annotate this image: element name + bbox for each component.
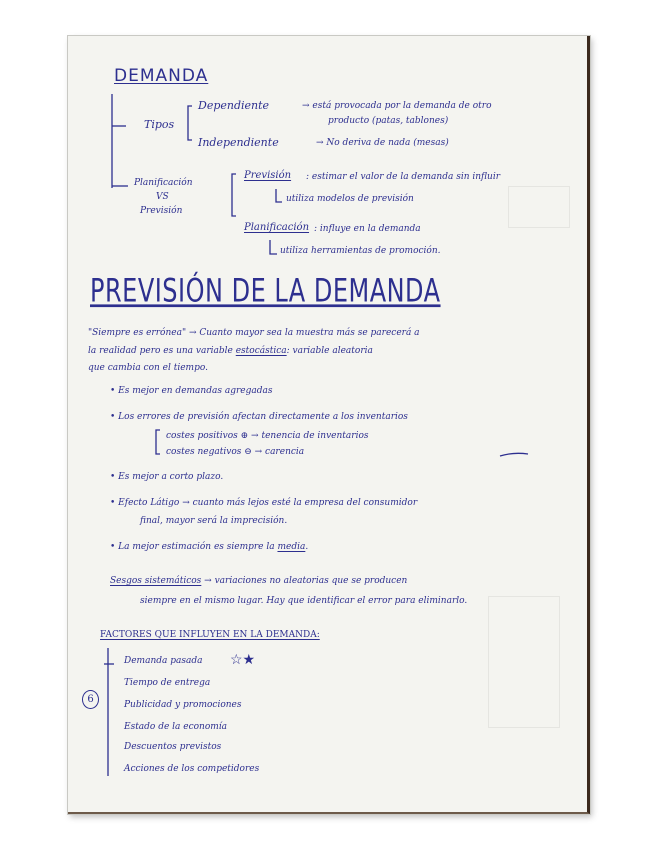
factor-item: Demanda pasada xyxy=(124,656,203,666)
planificacion-vs-label-3: Previsión xyxy=(140,206,183,216)
factores-heading: FACTORES QUE INFLUYEN EN LA DEMANDA: xyxy=(100,630,320,640)
costes-negativos: costes negativos ⊖ → carencia xyxy=(166,447,305,457)
factor-item: Estado de la economía xyxy=(124,722,228,732)
bullet-agregadas: • Es mejor en demandas agregadas xyxy=(110,386,273,396)
media-term: media xyxy=(277,542,306,552)
quote-line-2b: : variable aleatoria xyxy=(286,346,373,356)
tipos-label: Tipos xyxy=(144,118,175,131)
page-number-circle: 6 xyxy=(82,690,99,709)
independiente-term: Independiente xyxy=(198,136,279,149)
independiente-description: → No deriva de nada (mesas) xyxy=(316,138,449,148)
prevision-subnote: utiliza modelos de previsión xyxy=(286,194,414,204)
bullet-sesgos-2: siempre en el mismo lugar. Hay que identificar el error para eliminarlo. xyxy=(140,596,468,606)
bullet-efecto-latigo-2: final, mayor será la imprecisión. xyxy=(140,516,288,526)
sesgos-term: Sesgos sistemáticos xyxy=(110,576,202,586)
quote-line-2 xyxy=(88,346,373,356)
estocastica-term: estocástica xyxy=(235,346,287,356)
bullet-media-end: . xyxy=(305,542,309,552)
dependiente-description-2: producto (patas, tablones) xyxy=(328,116,449,126)
demanda-heading: DEMANDA xyxy=(114,66,209,86)
star-icons: ☆★ xyxy=(230,652,256,668)
dependiente-term: Dependiente xyxy=(198,99,270,112)
planificacion-term: Planificación xyxy=(244,222,310,233)
bullet-sesgos-1 xyxy=(110,576,407,586)
factor-item: Publicidad y promociones xyxy=(124,700,242,710)
prevision-definition: : estimar el valor de la demanda sin influir xyxy=(306,172,501,182)
planificacion-vs-label-2: VS xyxy=(156,192,169,202)
bullet-media-text: • La mejor estimación es siempre la xyxy=(110,542,278,552)
bleed-through-mark xyxy=(508,186,570,228)
quote-line-1: "Siempre es errónea" → Cuanto mayor sea la muestra más se parecerá a xyxy=(88,328,420,338)
quote-line-3: que cambia con el tiempo. xyxy=(88,363,208,373)
bullet-corto-plazo: • Es mejor a corto plazo. xyxy=(110,472,224,482)
factor-item: Acciones de los competidores xyxy=(124,764,260,774)
quote-line-2a: la realidad pero es una variable xyxy=(88,346,236,356)
costes-positivos: costes positivos ⊕ → tenencia de inventarios xyxy=(166,431,369,441)
notebook-page xyxy=(68,36,590,814)
planificacion-subnote: utiliza herramientas de promoción. xyxy=(280,246,441,256)
dependiente-description: → está provocada por la demanda de otro xyxy=(302,101,492,111)
factor-item: Tiempo de entrega xyxy=(124,678,211,688)
factor-item: Descuentos previstos xyxy=(124,742,222,752)
prevision-term: Previsión xyxy=(244,170,292,181)
bullet-media xyxy=(110,542,308,552)
prevision-heading: PREVISIÓN DE LA DEMANDA xyxy=(90,272,441,310)
bullet-errores: • Los errores de previsión afectan directamente a los inventarios xyxy=(110,412,408,422)
bleed-through-mark xyxy=(488,596,560,728)
sesgos-desc: → variaciones no aleatorias que se producen xyxy=(201,576,408,586)
bullet-efecto-latigo-1: • Efecto Látigo → cuanto más lejos esté la empresa del consumidor xyxy=(110,498,418,508)
planificacion-definition: : influye en la demanda xyxy=(314,224,421,234)
planificacion-vs-label-1: Planificación xyxy=(134,178,193,188)
